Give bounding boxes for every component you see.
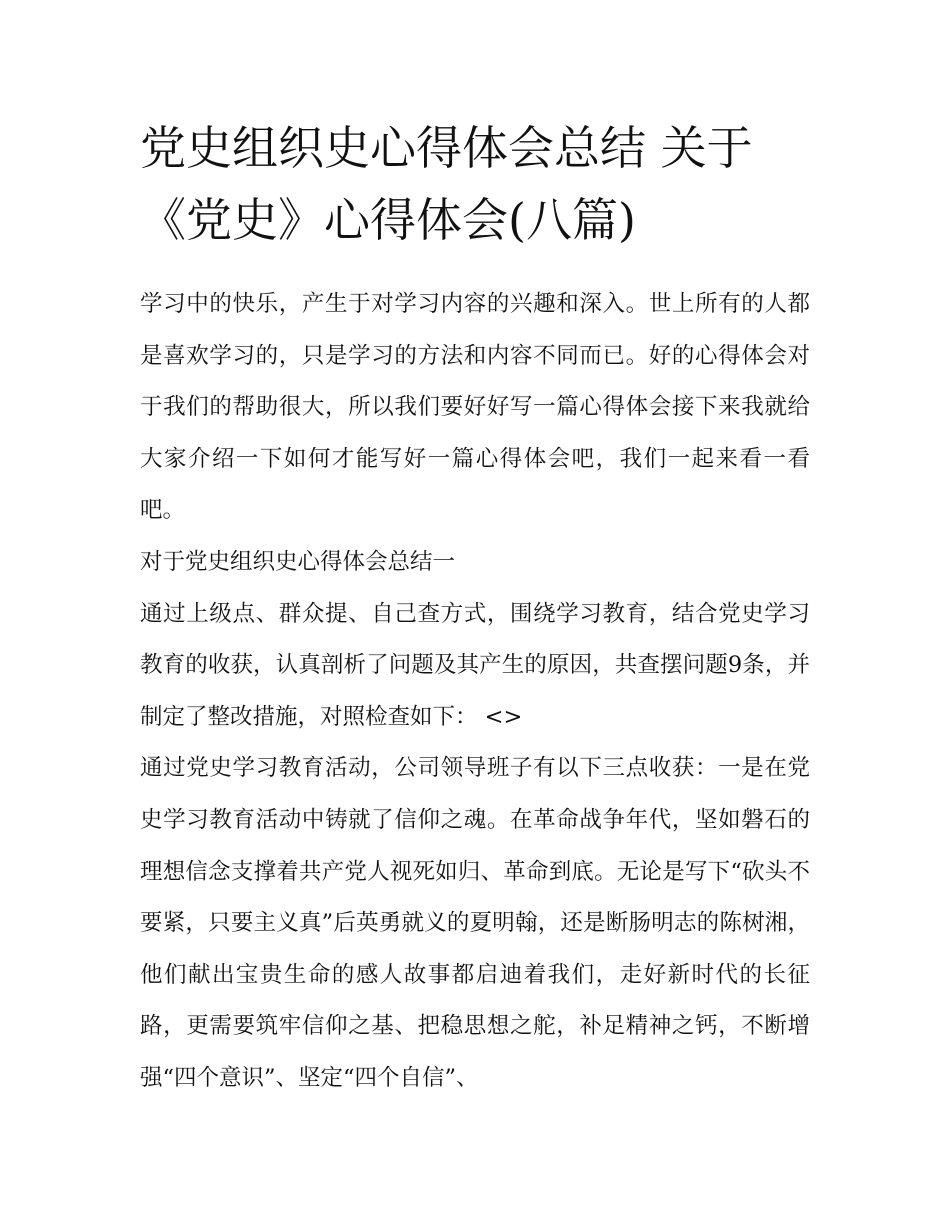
title-line-2: 《党史》心得体会(八篇) — [140, 193, 636, 247]
section-heading: 对于党史组织史心得体会总结一 — [140, 548, 456, 575]
intro-paragraph: 学习中的快乐，产生于对学习内容的兴趣和深入。世上所有的人都是喜欢学习的，只是学习的方法和内容不同而已。好的心得体会对于我们的帮助很大，所以我们要好好写一篇心得体会接下来我就给大家介绍一下如何才能写好一篇心得体会吧，我们一起来看一看吧。 — [140, 291, 810, 524]
document-title — [140, 112, 820, 256]
paragraph-self-check: 通过上级点、群众提、自己查方式，围绕学习教育，结合党史学习教育的收获，认真剖析了问题及其产生的原因，共查摆问题9条，并制定了整改措施，对照检查如下： <> — [140, 600, 810, 730]
paragraph-gains: 通过党史学习教育活动，公司领导班子有以下三点收获：一是在党史学习教育活动中铸就了信仰之魂。在革命战争年代，坚如磐石的理想信念支撑着共产党人视死如归、革命到底。无论是写下“砍头不要紧，只要主义真”后英勇就义的夏明翰，还是断肠明志的陈树湘，他们献出宝贵生命的感人故事都启迪着我们，走好新时代的长征路，更需要筑牢信仰之基、把稳思想之舵，补足精神之钙，不断增强“四个意识”、坚定“四个自信”、 — [140, 755, 810, 1091]
document-body — [140, 279, 810, 1105]
title-line-1: 党史组织史心得体会总结 关于 — [140, 121, 753, 175]
